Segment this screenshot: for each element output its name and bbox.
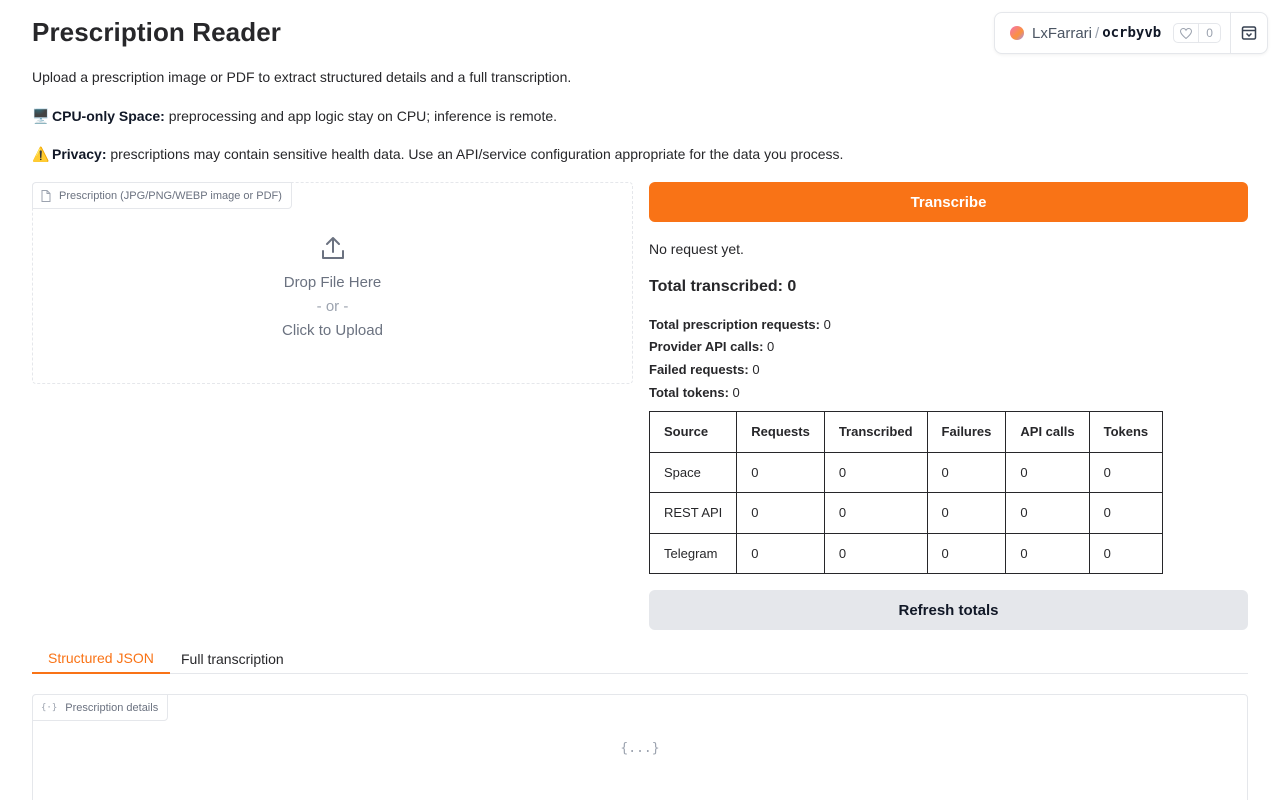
privacy-label: Privacy: [52, 146, 107, 162]
file-upload-dropzone[interactable] [32, 182, 633, 384]
table-cell: 0 [927, 493, 1006, 534]
total-transcribed [649, 278, 796, 296]
page-title: Prescription Reader [32, 17, 281, 47]
stat-label: Total tokens: [649, 385, 729, 400]
space-name: ocrbyvb [1102, 25, 1162, 41]
stat-value: 0 [763, 339, 775, 354]
total-transcribed-label: Total transcribed: [649, 278, 788, 295]
table-cell: 0 [1089, 533, 1163, 574]
table-cell: 0 [737, 493, 825, 534]
table-cell: 0 [927, 452, 1006, 493]
upload-icon [320, 235, 346, 261]
click-to-upload-text: Click to Upload [282, 322, 383, 339]
stat-value: 0 [728, 385, 740, 400]
source-totals-table [649, 411, 1163, 574]
drop-file-text: Drop File Here [283, 274, 382, 291]
space-link[interactable] [995, 13, 1230, 53]
json-empty-placeholder: {...} [620, 741, 660, 756]
privacy-note [32, 146, 843, 163]
collapse-icon [1241, 25, 1257, 41]
stat-api-calls [649, 339, 774, 354]
json-panel-label-text: Prescription details [65, 701, 159, 714]
space-owner: LxFarrari [1032, 24, 1093, 42]
table-cell: 0 [1089, 493, 1163, 534]
space-separator: / [1095, 24, 1100, 42]
table-cell: 0 [1006, 533, 1089, 574]
stat-label: Total prescription requests: [649, 317, 820, 332]
transcribe-button[interactable]: Transcribe [649, 182, 1248, 222]
table-cell: Space [650, 452, 737, 493]
desktop-computer-icon: 🖥️ [32, 108, 50, 124]
cpu-note-text: preprocessing and app logic stay on CPU; inference is remote. [164, 108, 558, 124]
collapse-button[interactable] [1230, 13, 1267, 53]
column-header: Transcribed [824, 412, 927, 453]
like-count: 0 [1206, 26, 1213, 40]
json-braces-icon: {·} [41, 702, 58, 713]
status-message: No request yet. [649, 241, 744, 257]
space-badge [994, 12, 1268, 54]
table-cell: 0 [927, 533, 1006, 574]
warning-icon: ⚠️ [32, 146, 50, 162]
output-tabs [32, 644, 1248, 674]
table-row [650, 533, 1163, 574]
column-header: Requests [737, 412, 825, 453]
stat-label: Provider API calls: [649, 339, 764, 354]
table-header-row [650, 412, 1163, 453]
table-cell: REST API [650, 493, 737, 534]
table-cell: Telegram [650, 533, 737, 574]
page-description: Upload a prescription image or PDF to extract structured details and a full transcription. [32, 69, 572, 85]
stat-label: Failed requests: [649, 362, 749, 377]
file-icon [41, 190, 51, 202]
tab-full-transcription[interactable]: Full transcription [181, 651, 284, 667]
stat-failed-requests [649, 362, 760, 377]
heart-icon [1174, 24, 1199, 42]
table-cell: 0 [824, 452, 927, 493]
table-cell: 0 [737, 452, 825, 493]
user-avatar [1010, 26, 1024, 40]
column-header: Failures [927, 412, 1006, 453]
stat-total-tokens [649, 385, 740, 400]
refresh-totals-button[interactable]: Refresh totals [649, 590, 1248, 630]
column-header: API calls [1006, 412, 1089, 453]
table-cell: 0 [737, 533, 825, 574]
cpu-note [32, 108, 557, 125]
upload-label-text: Prescription (JPG/PNG/WEBP image or PDF) [59, 189, 282, 202]
or-text: - or - [316, 298, 349, 315]
column-header: Tokens [1089, 412, 1163, 453]
table-cell: 0 [1089, 452, 1163, 493]
table-row [650, 452, 1163, 493]
column-header: Source [650, 412, 737, 453]
table-cell: 0 [824, 533, 927, 574]
table-cell: 0 [1006, 493, 1089, 534]
upload-label [32, 182, 292, 209]
table-row [650, 493, 1163, 534]
table-cell: 0 [824, 493, 927, 534]
stat-total-requests [649, 317, 831, 332]
stat-value: 0 [819, 317, 831, 332]
prescription-details-panel [32, 694, 1248, 800]
privacy-text: prescriptions may contain sensitive health data. Use an API/service configuration appropriate for the data you process. [106, 146, 844, 162]
stat-value: 0 [748, 362, 760, 377]
like-button[interactable] [1173, 23, 1221, 43]
table-cell: 0 [1006, 452, 1089, 493]
json-panel-label [32, 694, 168, 721]
total-transcribed-value: 0 [787, 278, 797, 295]
cpu-note-label: CPU-only Space: [52, 108, 165, 124]
tab-structured-json[interactable]: Structured JSON [32, 644, 170, 674]
